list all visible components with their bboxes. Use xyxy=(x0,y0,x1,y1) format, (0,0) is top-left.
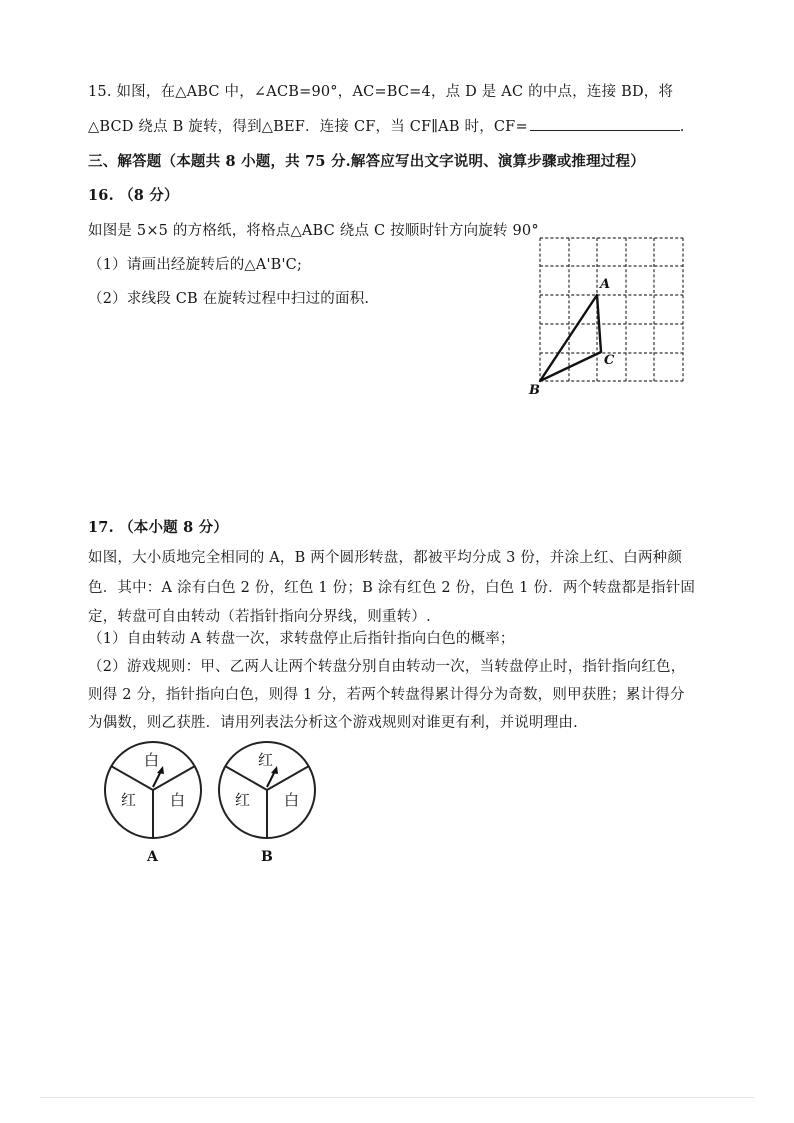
spinner-a-top-label: 白 xyxy=(144,751,160,769)
spinner-b-caption: B xyxy=(261,849,273,865)
label-b: B xyxy=(529,383,540,398)
q17-part-2: （2）游戏规则：甲、乙两人让两个转盘分别自由转动一次，当转盘停止时，指针指向红色， xyxy=(88,659,686,675)
label-c: C xyxy=(604,353,615,368)
spinner-a-divider xyxy=(111,766,153,790)
q16-part-2: （2）求线段 CB 在旋转过程中扫过的面积. xyxy=(88,291,370,307)
q15-line-2-text: △BCD 绕点 B 旋转，得到△BEF．连接 CF，当 CF∥AB 时，CF= xyxy=(88,119,528,135)
spinner-b-divider xyxy=(267,766,309,790)
spinner-a-divider xyxy=(153,766,195,790)
q15-answer-blank xyxy=(530,116,680,131)
spinner-b-figure xyxy=(214,738,324,868)
section-3-title: 三、解答题（本题共 8 小题，共 75 分.解答应写出文字说明、演算步骤或推理过程） xyxy=(88,153,645,170)
q17-line-2: 色．其中：A 涂有白色 2 份，红色 1 份；B 涂有红色 2 份，白色 1 份．两个转盘都是指针固 xyxy=(88,580,696,596)
q16-header: 16. （8 分） xyxy=(88,187,179,204)
spinner-b-left-label: 红 xyxy=(235,791,251,809)
spinner-a-caption: A xyxy=(147,849,158,865)
spinner-b-pointer xyxy=(267,771,275,787)
q17-part-1: （1）自由转动 A 转盘一次，求转盘停止后指针指向白色的概率； xyxy=(88,631,515,647)
q16-grid-figure xyxy=(525,225,700,400)
triangle-abc xyxy=(540,295,601,381)
spinner-b-divider xyxy=(225,766,267,790)
q15-end: . xyxy=(679,119,685,135)
q17-line-3: 定，转盘可自由转动（若指针指向分界线，则重转）. xyxy=(88,609,431,625)
spinner-a-right-label: 白 xyxy=(170,791,186,809)
q16-part-1: （1）请画出经旋转后的△A'B'C; xyxy=(88,257,303,273)
q17-line-5: 为偶数，则乙获胜．请用列表法分析这个游戏规则对谁更有利，并说明理由. xyxy=(88,715,578,731)
spinner-b-right-label: 白 xyxy=(284,791,300,809)
q16-stem: 如图是 5×5 的方格纸，将格点△ABC 绕点 C 按顺时针方向旋转 90° xyxy=(88,223,539,239)
q17-line-4: 则得 2 分，指针指向白色，则得 1 分，若两个转盘得累计得分为奇数，则甲获胜；累计得分 xyxy=(88,687,685,703)
spinner-a-left-label: 红 xyxy=(121,791,137,809)
q17-line-1: 如图，大小质地完全相同的 A，B 两个圆形转盘，都被平均分成 3 份，并涂上红、白两种颜 xyxy=(88,550,683,566)
spinner-a-figure xyxy=(100,738,210,868)
q15-line-2 xyxy=(88,115,685,136)
page-bottom-rule xyxy=(40,1097,754,1098)
spinner-b-top-label: 红 xyxy=(258,751,274,769)
spinner-a-pointer xyxy=(153,771,161,787)
q17-header: 17. （本小题 8 分） xyxy=(88,519,229,536)
q15-line-1: 15. 如图，在△ABC 中，∠ACB=90°，AC=BC=4，点 D 是 AC 的中点，连接 BD，将 xyxy=(88,84,674,100)
label-a: A xyxy=(600,277,611,292)
